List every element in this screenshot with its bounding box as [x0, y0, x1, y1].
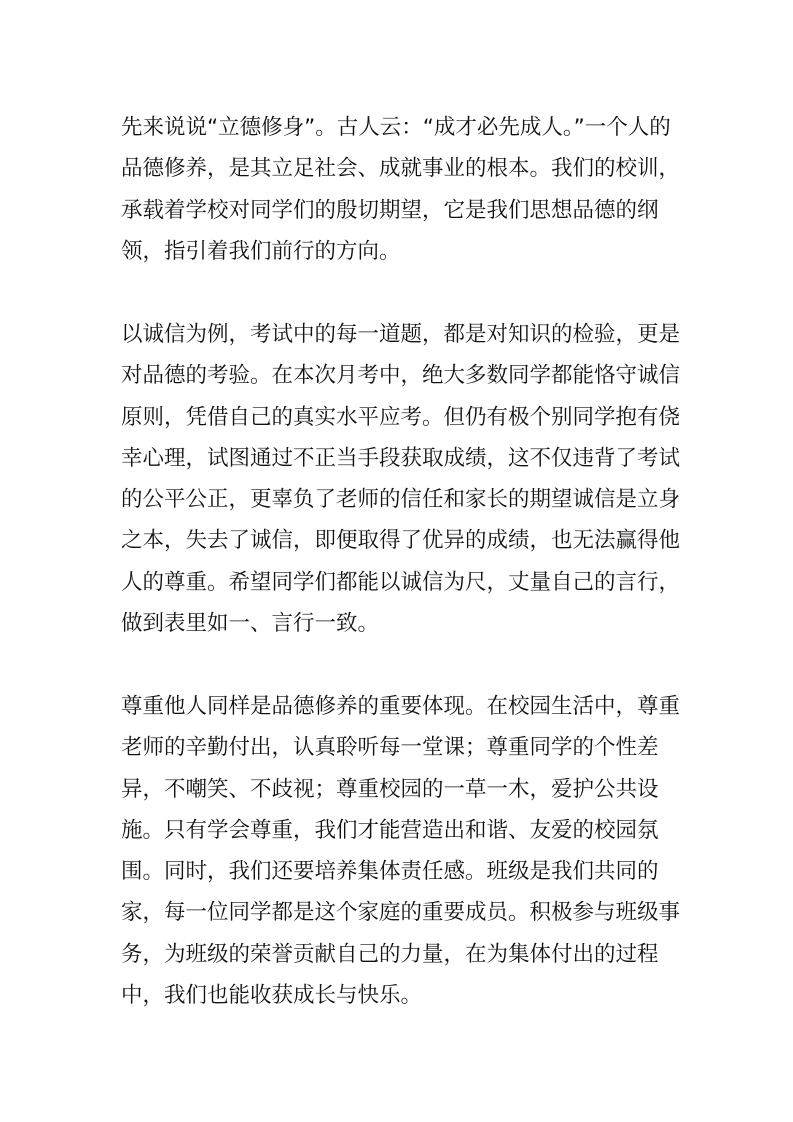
paragraph-respect: 尊重他人同样是品德修养的重要体现。在校园生活中，尊重老师的辛勤付出，认真聆听每一堂课；尊重同学的个性差异，不嘲笑、不歧视；尊重校园的一草一木，爱护公共设施。只有学会尊重，我们才能营造出和谐、友爱的校园氛围。同时，我们还要培养集体责任感。班级是我们共同的家，每一位同学都是这个家庭的重要成员。积极参与班级事务，为班级的荣誉贡献自己的力量，在为集体付出的过程中，我们也能收获成长与快乐。: [121, 694, 681, 1009]
paragraph-integrity: 以诚信为例，考试中的每一道题，都是对知识的检验，更是对品德的考验。在本次月考中，绝大多数同学都能恪守诚信原则，凭借自己的真实水平应考。但仍有极个别同学抱有侥幸心理，试图通过不正当手段获取成绩，这不仅违背了考试的公平公正，更辜负了老师的信任和家长的期望诚信是立身之本，失去了诚信，即便取得了优异的成绩，也无法赢得他人的尊重。希望同学们都能以诚信为尺，丈量自己的言行，做到表里如一、言行一致。: [121, 322, 681, 637]
paragraph-virtue: 先来说说“立德修身”。古人云：“成才必先成人。”一个人的品德修养，是其立足社会、成就事业的根本。我们的校训，承载着学校对同学们的殷切期望，它是我们思想品德的纲领，指引着我们前行的方向。: [121, 115, 681, 264]
